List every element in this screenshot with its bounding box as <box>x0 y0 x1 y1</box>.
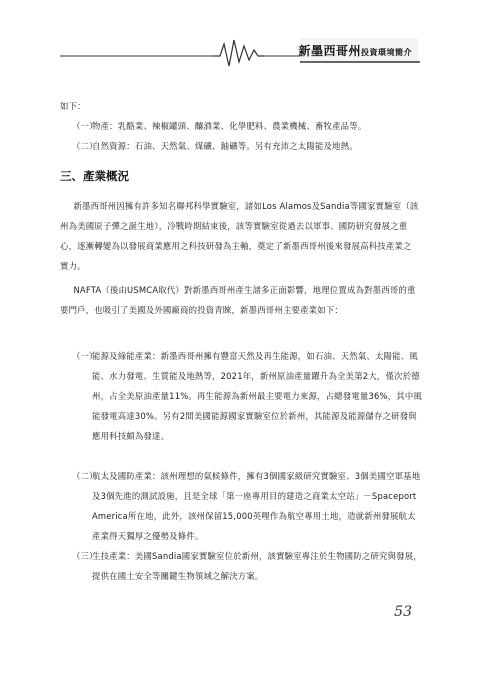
page-header <box>0 0 480 70</box>
item-label: （三） <box>72 551 98 561</box>
item-text: 自然資源：石油、天然氣、煤礦、鈾礦等。另有充沛之太陽能及地熱。 <box>92 141 358 151</box>
resource-item-2 <box>72 136 422 156</box>
header-pulse-line <box>0 0 480 70</box>
item-label: （二） <box>72 141 98 151</box>
industry-item-1 <box>72 346 422 446</box>
header-title: 新墨西哥州投資環境簡介 <box>298 44 412 58</box>
item-text: 生技產業：美國Sandia國家實驗室位於新州，該實驗室專注於生物國防之研究與發展，提供在國土安全等關鍵生物領域之解決方案。 <box>92 551 422 581</box>
item-text: 能源及綠能產業：新墨西哥州擁有豐富天然及再生能源，如石油、天然氣、太陽能、風能、水力發電、生質能及地熱等，2021年，新州原油產量躍升為全美第2大，僅次於德州，占全美原油產量11%。再生能源為新州最主要電力來源，占總發電量36%，其中風能發電高達30%。另有2間美國能源國家實驗室位於新州，其能源及能源儲存之研發與應用科技頗為發達。 <box>92 351 422 441</box>
item-text: 物產：乳酪業、辣椒罐頭、釀酒業、化學肥料、農業機械、畜牧產品等。 <box>92 121 367 131</box>
page-number: 53 <box>394 604 412 620</box>
industry-item-2 <box>72 466 422 546</box>
item-label: （一） <box>72 121 98 131</box>
item-label: （一） <box>72 351 98 361</box>
industry-item-3 <box>72 546 422 586</box>
paragraph-1: 新墨西哥州因擁有許多知名聯邦科學實驗室，諸如Los Alamos及Sandia等國家實驗室（該州為美國原子彈之誕生地），冷戰時期結束後，該等實驗室從過去以軍事、國防研究發展之重心，逐漸轉變為以發展商業應用之科技研發為主軸，奠定了新墨西哥州後來發展高科技產業之實力。 <box>60 201 419 271</box>
section-heading: 三、產業概況 <box>60 169 129 183</box>
item-label: （二） <box>72 471 98 481</box>
intro-line: 如下： <box>60 101 86 111</box>
resource-item-1 <box>72 116 422 136</box>
item-text: 航太及國防產業：該州理想的氣候條件，擁有3個國家級研究實驗室、3個美國空軍基地及3個先進的測試設施，且是全球「第一座專用目的建造之商業太空站」－Spaceport America所在地，此外，該州保留15,000英哩作為航空專用土地，造就新州發展航太產業得天獨厚之優勢及條件。 <box>92 471 421 541</box>
paragraph-2: NAFTA（後由USMCA取代）對新墨西哥州產生諸多正面影響，地理位置成為對墨西哥的重要門戶，也吸引了美國及外國廠商的投資青睞，新墨西哥州主要產業如下： <box>60 285 416 315</box>
